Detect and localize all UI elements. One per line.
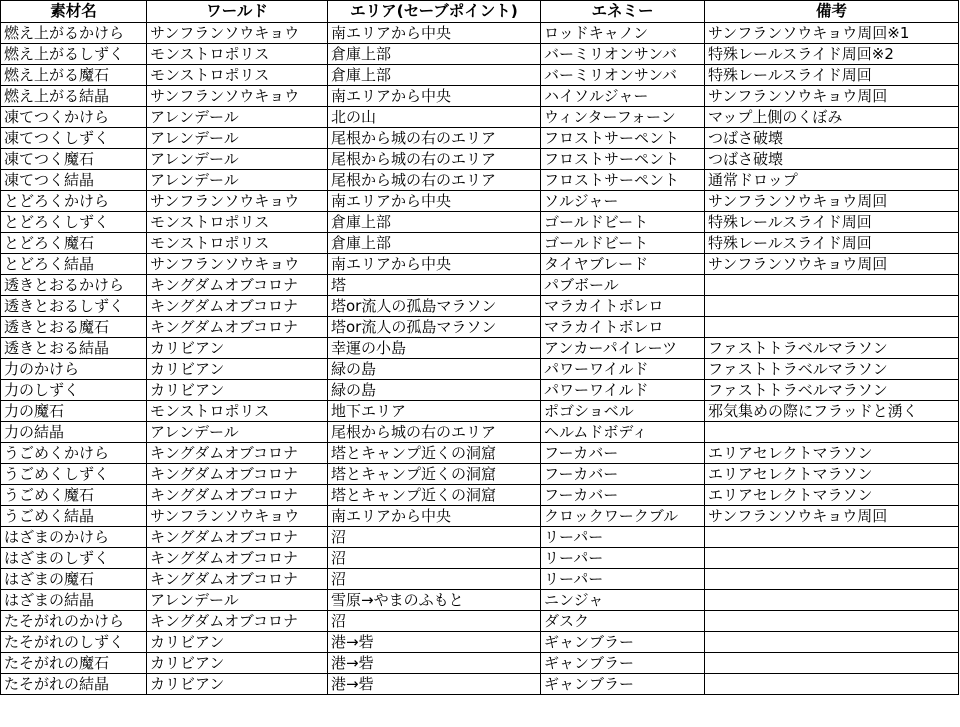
- table-row: [1, 107, 959, 128]
- cell-notes: 特殊レールスライド周回: [705, 212, 959, 233]
- cell-area: 塔: [328, 275, 541, 296]
- header-enemy: エネミー: [541, 1, 705, 23]
- cell-material: とどろく魔石: [1, 233, 147, 254]
- cell-notes: マップ上側のくぼみ: [705, 107, 959, 128]
- cell-material: 力の魔石: [1, 401, 147, 422]
- cell-notes: ファストトラベルマラソン: [705, 359, 959, 380]
- table-row: [1, 296, 959, 317]
- table-row: [1, 86, 959, 107]
- cell-enemy: ギャンブラー: [541, 674, 705, 695]
- cell-material: 透きとおるしずく: [1, 296, 147, 317]
- cell-enemy: ギャンブラー: [541, 653, 705, 674]
- cell-area: 塔or流人の孤島マラソン: [328, 317, 541, 338]
- cell-world: カリビアン: [147, 338, 328, 359]
- cell-area: 沼: [328, 569, 541, 590]
- cell-enemy: フーカバー: [541, 485, 705, 506]
- cell-area: 倉庫上部: [328, 44, 541, 65]
- cell-notes: [705, 653, 959, 674]
- cell-enemy: ニンジャ: [541, 590, 705, 611]
- cell-notes: エリアセレクトマラソン: [705, 443, 959, 464]
- cell-notes: [705, 527, 959, 548]
- cell-notes: エリアセレクトマラソン: [705, 485, 959, 506]
- table-row: [1, 380, 959, 401]
- table-row: [1, 233, 959, 254]
- table-row: [1, 569, 959, 590]
- cell-notes: [705, 611, 959, 632]
- cell-notes: サンフランソウキョウ周回: [705, 254, 959, 275]
- cell-world: カリビアン: [147, 632, 328, 653]
- cell-enemy: リーパー: [541, 527, 705, 548]
- cell-material: 力の結晶: [1, 422, 147, 443]
- table-row: [1, 653, 959, 674]
- cell-world: サンフランソウキョウ: [147, 191, 328, 212]
- cell-enemy: フロストサーペント: [541, 149, 705, 170]
- cell-area: 緑の島: [328, 359, 541, 380]
- cell-enemy: パワーワイルド: [541, 359, 705, 380]
- cell-enemy: ソルジャー: [541, 191, 705, 212]
- cell-world: アレンデール: [147, 422, 328, 443]
- cell-enemy: リーパー: [541, 569, 705, 590]
- cell-world: アレンデール: [147, 170, 328, 191]
- table-row: [1, 422, 959, 443]
- cell-notes: 特殊レールスライド周回※2: [705, 44, 959, 65]
- cell-notes: [705, 296, 959, 317]
- cell-world: モンストロポリス: [147, 233, 328, 254]
- cell-enemy: ヘルムドボディ: [541, 422, 705, 443]
- cell-world: キングダムオブコロナ: [147, 443, 328, 464]
- cell-notes: 特殊レールスライド周回: [705, 233, 959, 254]
- cell-material: とどろくしずく: [1, 212, 147, 233]
- cell-world: カリビアン: [147, 380, 328, 401]
- cell-world: モンストロポリス: [147, 401, 328, 422]
- cell-enemy: ウィンターフォーン: [541, 107, 705, 128]
- cell-world: アレンデール: [147, 149, 328, 170]
- cell-notes: サンフランソウキョウ周回: [705, 506, 959, 527]
- table-row: [1, 359, 959, 380]
- cell-area: 塔or流人の孤島マラソン: [328, 296, 541, 317]
- cell-area: 南エリアから中央: [328, 254, 541, 275]
- table-row: [1, 527, 959, 548]
- cell-material: たそがれの結晶: [1, 674, 147, 695]
- cell-world: キングダムオブコロナ: [147, 527, 328, 548]
- cell-world: アレンデール: [147, 107, 328, 128]
- cell-world: アレンデール: [147, 590, 328, 611]
- cell-material: 凍てつくしずく: [1, 128, 147, 149]
- cell-world: サンフランソウキョウ: [147, 254, 328, 275]
- cell-material: はざまの結晶: [1, 590, 147, 611]
- cell-world: キングダムオブコロナ: [147, 485, 328, 506]
- cell-area: 尾根から城の右のエリア: [328, 149, 541, 170]
- cell-area: 尾根から城の右のエリア: [328, 422, 541, 443]
- cell-material: うごめくかけら: [1, 443, 147, 464]
- table-row: [1, 464, 959, 485]
- cell-material: とどろく結晶: [1, 254, 147, 275]
- table-row: [1, 317, 959, 338]
- cell-world: モンストロポリス: [147, 65, 328, 86]
- cell-material: 透きとおるかけら: [1, 275, 147, 296]
- cell-material: 燃え上がるしずく: [1, 44, 147, 65]
- cell-world: アレンデール: [147, 128, 328, 149]
- cell-area: 尾根から城の右のエリア: [328, 128, 541, 149]
- table-row: [1, 44, 959, 65]
- cell-enemy: フーカバー: [541, 443, 705, 464]
- cell-enemy: ハイソルジャー: [541, 86, 705, 107]
- header-notes: 備考: [705, 1, 959, 23]
- cell-area: 港→砦: [328, 632, 541, 653]
- cell-material: 燃え上がるかけら: [1, 23, 147, 44]
- cell-enemy: リーパー: [541, 548, 705, 569]
- cell-notes: [705, 548, 959, 569]
- cell-material: 凍てつく魔石: [1, 149, 147, 170]
- cell-enemy: バーミリオンサンバ: [541, 44, 705, 65]
- cell-area: 雪原→やまのふもと: [328, 590, 541, 611]
- cell-enemy: ダスク: [541, 611, 705, 632]
- table-row: [1, 548, 959, 569]
- cell-notes: サンフランソウキョウ周回: [705, 86, 959, 107]
- cell-area: 南エリアから中央: [328, 191, 541, 212]
- cell-enemy: ポゴショベル: [541, 401, 705, 422]
- table-row: [1, 632, 959, 653]
- cell-area: 北の山: [328, 107, 541, 128]
- cell-enemy: アンカーパイレーツ: [541, 338, 705, 359]
- cell-enemy: フーカバー: [541, 464, 705, 485]
- table-row: [1, 170, 959, 191]
- cell-material: うごめく魔石: [1, 485, 147, 506]
- cell-enemy: マラカイトボレロ: [541, 317, 705, 338]
- cell-area: 緑の島: [328, 380, 541, 401]
- cell-enemy: フロストサーペント: [541, 170, 705, 191]
- cell-enemy: ギャンブラー: [541, 632, 705, 653]
- cell-area: 塔とキャンプ近くの洞窟: [328, 464, 541, 485]
- cell-notes: サンフランソウキョウ周回※1: [705, 23, 959, 44]
- cell-notes: [705, 275, 959, 296]
- cell-area: 塔とキャンプ近くの洞窟: [328, 485, 541, 506]
- table-row: [1, 506, 959, 527]
- cell-notes: 通常ドロップ: [705, 170, 959, 191]
- cell-area: 港→砦: [328, 674, 541, 695]
- cell-area: 沼: [328, 611, 541, 632]
- cell-material: 力のしずく: [1, 380, 147, 401]
- table-row: [1, 275, 959, 296]
- cell-material: たそがれのしずく: [1, 632, 147, 653]
- cell-world: カリビアン: [147, 359, 328, 380]
- table-row: [1, 191, 959, 212]
- table-row: [1, 128, 959, 149]
- cell-area: 倉庫上部: [328, 65, 541, 86]
- cell-area: 沼: [328, 527, 541, 548]
- cell-area: 南エリアから中央: [328, 506, 541, 527]
- cell-enemy: パワーワイルド: [541, 380, 705, 401]
- cell-material: 透きとおる魔石: [1, 317, 147, 338]
- cell-world: キングダムオブコロナ: [147, 464, 328, 485]
- table-row: [1, 23, 959, 44]
- table-row: [1, 485, 959, 506]
- cell-enemy: クロックワークブル: [541, 506, 705, 527]
- cell-notes: [705, 422, 959, 443]
- cell-world: サンフランソウキョウ: [147, 506, 328, 527]
- cell-notes: [705, 632, 959, 653]
- cell-enemy: マラカイトボレロ: [541, 296, 705, 317]
- table-row: [1, 401, 959, 422]
- cell-area: 倉庫上部: [328, 212, 541, 233]
- cell-notes: [705, 317, 959, 338]
- cell-world: モンストロポリス: [147, 44, 328, 65]
- cell-world: サンフランソウキョウ: [147, 23, 328, 44]
- header-material: 素材名: [1, 1, 147, 23]
- cell-area: 南エリアから中央: [328, 23, 541, 44]
- cell-enemy: バーミリオンサンバ: [541, 65, 705, 86]
- cell-material: 透きとおる結晶: [1, 338, 147, 359]
- cell-enemy: パブボール: [541, 275, 705, 296]
- cell-material: はざまのしずく: [1, 548, 147, 569]
- table-row: [1, 254, 959, 275]
- cell-notes: ファストトラベルマラソン: [705, 338, 959, 359]
- cell-material: はざまのかけら: [1, 527, 147, 548]
- cell-area: 港→砦: [328, 653, 541, 674]
- table-row: [1, 338, 959, 359]
- header-world: ワールド: [147, 1, 328, 23]
- cell-world: カリビアン: [147, 674, 328, 695]
- cell-area: 幸運の小島: [328, 338, 541, 359]
- cell-notes: [705, 674, 959, 695]
- table-row: [1, 674, 959, 695]
- cell-notes: ファストトラベルマラソン: [705, 380, 959, 401]
- cell-notes: [705, 569, 959, 590]
- table-row: [1, 65, 959, 86]
- cell-world: サンフランソウキョウ: [147, 86, 328, 107]
- cell-world: キングダムオブコロナ: [147, 275, 328, 296]
- cell-enemy: ゴールドビート: [541, 233, 705, 254]
- cell-area: 倉庫上部: [328, 233, 541, 254]
- cell-enemy: タイヤブレード: [541, 254, 705, 275]
- cell-enemy: ゴールドビート: [541, 212, 705, 233]
- header-row: [1, 1, 959, 23]
- cell-notes: つばさ破壊: [705, 128, 959, 149]
- cell-world: キングダムオブコロナ: [147, 611, 328, 632]
- cell-area: 沼: [328, 548, 541, 569]
- cell-world: キングダムオブコロナ: [147, 296, 328, 317]
- cell-material: 燃え上がる結晶: [1, 86, 147, 107]
- cell-world: キングダムオブコロナ: [147, 569, 328, 590]
- table-row: [1, 611, 959, 632]
- cell-material: 力のかけら: [1, 359, 147, 380]
- cell-material: 凍てつく結晶: [1, 170, 147, 191]
- cell-notes: 特殊レールスライド周回: [705, 65, 959, 86]
- table-row: [1, 212, 959, 233]
- cell-area: 地下エリア: [328, 401, 541, 422]
- cell-area: 尾根から城の右のエリア: [328, 170, 541, 191]
- cell-notes: つばさ破壊: [705, 149, 959, 170]
- cell-notes: [705, 590, 959, 611]
- table-row: [1, 443, 959, 464]
- cell-notes: サンフランソウキョウ周回: [705, 191, 959, 212]
- cell-world: カリビアン: [147, 653, 328, 674]
- cell-world: モンストロポリス: [147, 212, 328, 233]
- cell-notes: 邪気集めの際にフラッドと湧く: [705, 401, 959, 422]
- cell-material: 凍てつくかけら: [1, 107, 147, 128]
- cell-material: はざまの魔石: [1, 569, 147, 590]
- cell-material: うごめく結晶: [1, 506, 147, 527]
- cell-material: たそがれの魔石: [1, 653, 147, 674]
- cell-enemy: ロッドキャノン: [541, 23, 705, 44]
- cell-area: 南エリアから中央: [328, 86, 541, 107]
- table-row: [1, 149, 959, 170]
- cell-world: キングダムオブコロナ: [147, 548, 328, 569]
- table-body: [1, 23, 959, 695]
- header-area: エリア(セーブポイント): [328, 1, 541, 23]
- cell-world: キングダムオブコロナ: [147, 317, 328, 338]
- cell-material: たそがれのかけら: [1, 611, 147, 632]
- cell-area: 塔とキャンプ近くの洞窟: [328, 443, 541, 464]
- cell-material: 燃え上がる魔石: [1, 65, 147, 86]
- cell-enemy: フロストサーペント: [541, 128, 705, 149]
- cell-material: とどろくかけら: [1, 191, 147, 212]
- cell-notes: エリアセレクトマラソン: [705, 464, 959, 485]
- cell-material: うごめくしずく: [1, 464, 147, 485]
- table-row: [1, 590, 959, 611]
